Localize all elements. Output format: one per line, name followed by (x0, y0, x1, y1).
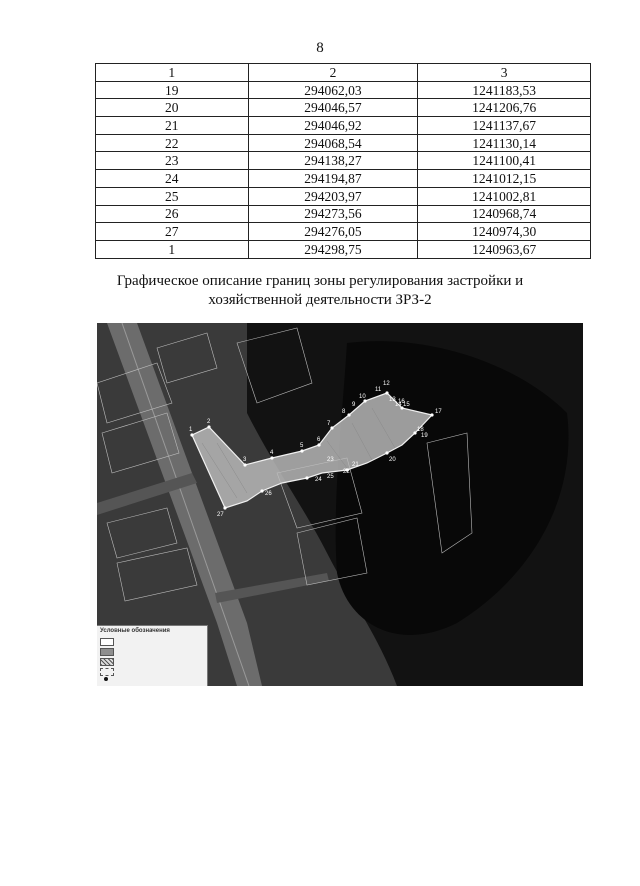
point-label: 12 (383, 381, 390, 387)
zone-map (97, 323, 583, 686)
x-coordinate-cell: 294298,75 (248, 240, 418, 258)
table-row (96, 223, 591, 241)
point-label: 19 (421, 433, 428, 439)
point-label: 11 (375, 387, 382, 393)
x-coordinate-cell: 294068,54 (248, 134, 418, 152)
point-label: 21 (352, 462, 359, 468)
point-number-cell: 21 (96, 117, 249, 135)
legend-swatch (100, 638, 114, 646)
point-label: 7 (327, 421, 331, 427)
x-coordinate-cell: 294276,05 (248, 223, 418, 241)
x-coordinate-cell: 294194,87 (248, 170, 418, 188)
point-label: 18 (417, 427, 424, 433)
point-number-cell: 1 (96, 240, 249, 258)
column-header: 2 (248, 64, 418, 82)
y-coordinate-cell: 1240974,30 (418, 223, 591, 241)
point-label: 17 (435, 409, 442, 415)
table-row (96, 99, 591, 117)
map-caption (0, 272, 640, 310)
point-label: 3 (243, 457, 247, 463)
table-row (96, 117, 591, 135)
y-coordinate-cell: 1241002,81 (418, 187, 591, 205)
y-coordinate-cell: 1241130,14 (418, 134, 591, 152)
point-label: 27 (217, 512, 224, 518)
point-label: 9 (352, 402, 356, 408)
table-row (96, 170, 591, 188)
map-legend (97, 625, 208, 686)
legend-title: Условные обозначения (100, 628, 170, 634)
x-coordinate-cell: 294273,56 (248, 205, 418, 223)
y-coordinate-cell: 1240963,67 (418, 240, 591, 258)
column-header: 1 (96, 64, 249, 82)
point-label: 14 (395, 402, 402, 408)
point-label: 22 (343, 469, 350, 475)
legend-swatch (100, 658, 114, 666)
point-number-cell: 22 (96, 134, 249, 152)
table-row (96, 240, 591, 258)
y-coordinate-cell: 1241206,76 (418, 99, 591, 117)
point-label: 2 (207, 419, 211, 425)
point-number-cell: 23 (96, 152, 249, 170)
legend-item (100, 637, 204, 646)
point-label: 15 (403, 402, 410, 408)
x-coordinate-cell: 294203,97 (248, 187, 418, 205)
legend-swatch (100, 668, 114, 676)
point-label: 23 (327, 457, 334, 463)
table-row (96, 134, 591, 152)
point-number-cell: 27 (96, 223, 249, 241)
point-label: 1 (189, 427, 193, 433)
table-row (96, 152, 591, 170)
legend-item (100, 657, 204, 666)
point-marker-icon (104, 677, 108, 681)
point-number-cell: 24 (96, 170, 249, 188)
y-coordinate-cell: 1241012,15 (418, 170, 591, 188)
y-coordinate-cell: 1240968,74 (418, 205, 591, 223)
column-header: 3 (418, 64, 591, 82)
point-label: 13 (389, 397, 396, 403)
point-label: 26 (265, 491, 272, 497)
table-row (96, 81, 591, 99)
point-number-cell: 19 (96, 81, 249, 99)
y-coordinate-cell: 1241183,53 (418, 81, 591, 99)
point-label: 5 (300, 443, 304, 449)
page-number: 8 (316, 40, 324, 56)
point-label: 6 (317, 437, 321, 443)
point-label: 24 (315, 477, 322, 483)
y-coordinate-cell: 1241100,41 (418, 152, 591, 170)
point-label: 20 (389, 457, 396, 463)
point-label: 10 (359, 394, 366, 400)
legend-item (100, 667, 204, 676)
x-coordinate-cell: 294046,92 (248, 117, 418, 135)
caption-line-2: хозяйственной деятельности ЗРЗ-2 (208, 292, 432, 308)
point-label: 4 (270, 450, 274, 456)
x-coordinate-cell: 294138,27 (248, 152, 418, 170)
caption-line-1: Графическое описание границ зоны регулирования застройки и (116, 273, 524, 289)
legend-swatch (100, 648, 114, 656)
y-coordinate-cell: 1241137,67 (418, 117, 591, 135)
point-label: 25 (327, 474, 334, 480)
coordinates-table (95, 63, 591, 259)
table-header-row (96, 64, 591, 82)
table-row (96, 187, 591, 205)
legend-item (100, 676, 204, 685)
x-coordinate-cell: 294046,57 (248, 99, 418, 117)
point-label: 8 (342, 409, 346, 415)
x-coordinate-cell: 294062,03 (248, 81, 418, 99)
legend-swatch (100, 677, 112, 683)
table-row (96, 205, 591, 223)
legend-item (100, 647, 204, 656)
point-number-cell: 25 (96, 187, 249, 205)
point-number-cell: 20 (96, 99, 249, 117)
point-label: 16 (398, 399, 405, 405)
point-number-cell: 26 (96, 205, 249, 223)
